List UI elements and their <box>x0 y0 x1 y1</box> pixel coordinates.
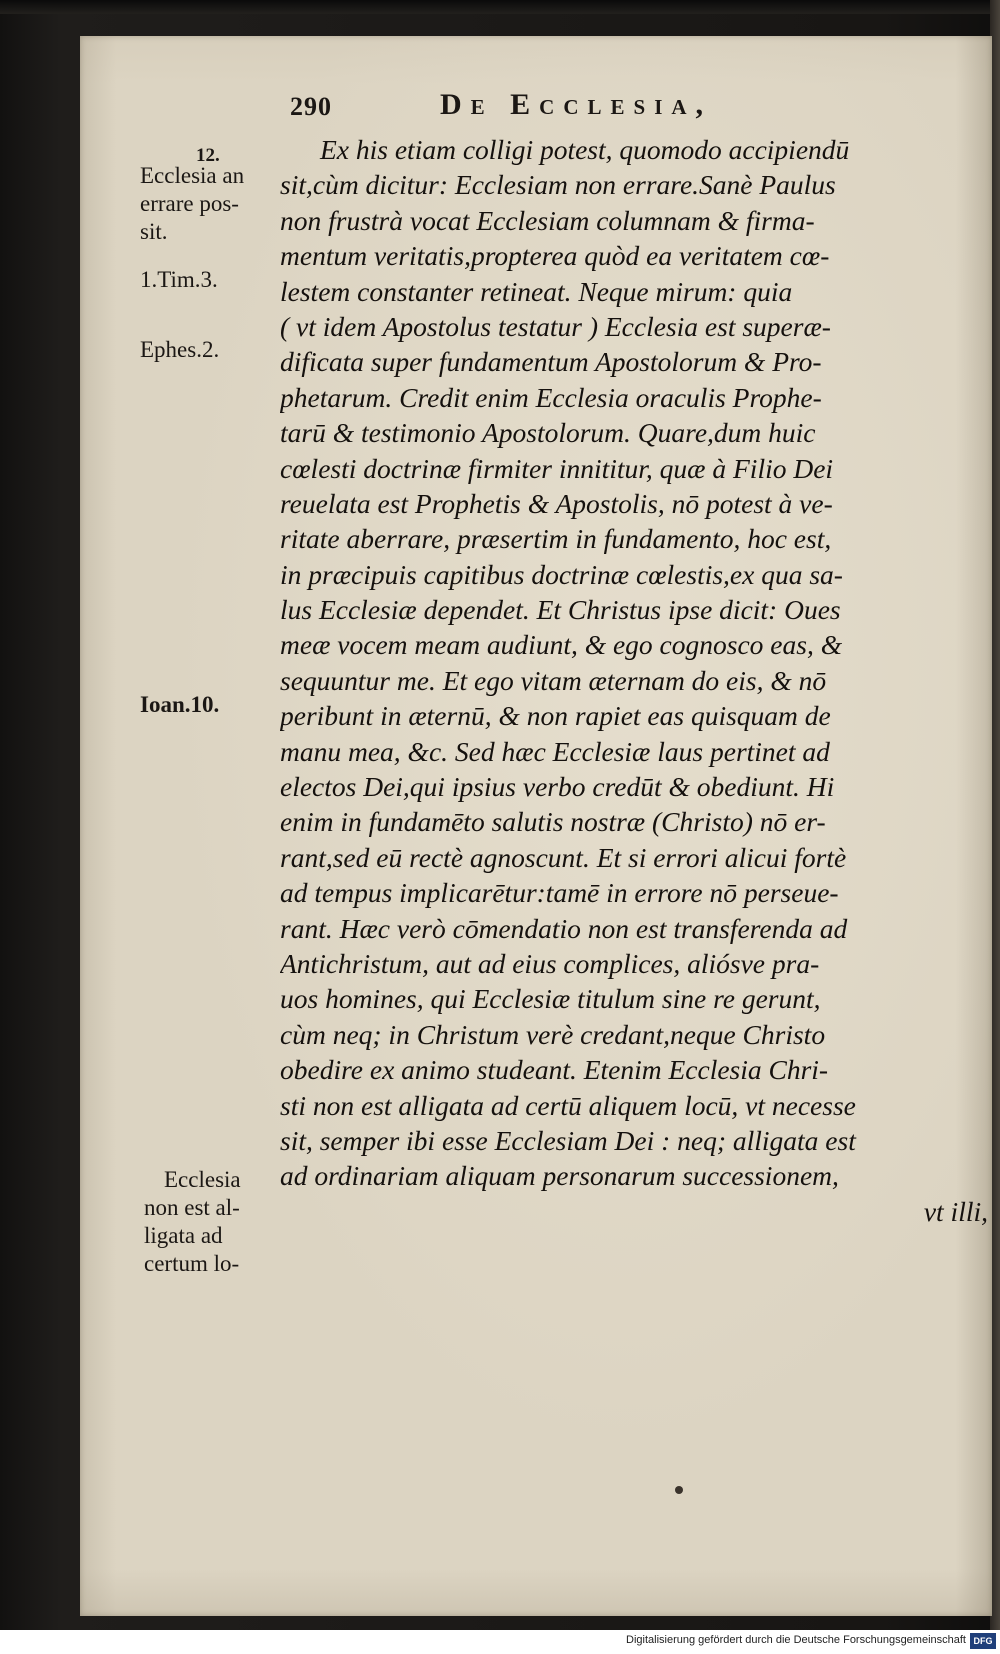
text-line: mentum veritatis,propterea quòd ea veritatem cœ- <box>280 240 830 272</box>
page-number: 290 <box>290 92 332 121</box>
margin-note-ecclesia-non-alligata <box>144 1166 241 1278</box>
text-line: reuelata est Prophetis & Apostolis, nō potest à ve- <box>280 487 833 519</box>
margin-note-line: errare pos- <box>140 191 239 216</box>
margin-note-line: Ecclesia an <box>140 163 245 188</box>
text-line: enim in fundamēto salutis nostræ (Christo) nō er- <box>280 806 826 838</box>
text-line: ( vt idem Apostolus testatur ) Ecclesia est superæ- <box>280 310 831 342</box>
text-line: non frustrà vocat Ecclesiam columnam & firma- <box>280 204 815 236</box>
text-line: phetarum. Credit enim Ecclesia oraculis Prophe- <box>280 381 822 413</box>
book-page <box>80 36 992 1616</box>
text-line: in præcipuis capitibus doctrinæ cœlestis,ex qua sa- <box>280 558 843 590</box>
text-line: sit,cùm dicitur: Ecclesiam non errare.Sanè Paulus <box>280 169 836 201</box>
margin-note-number: 12. <box>196 145 220 166</box>
text-line: dificata super fundamentum Apostolorum & Pro- <box>280 346 822 378</box>
text-line: cùm neq; in Christum verè credant,neque Christo <box>280 1018 826 1050</box>
binding-top-edge <box>0 0 1000 14</box>
text-line: tarū & testimonio Apostolorum. Quare,dum huic <box>280 417 816 449</box>
text-line: sit, semper ibi esse Ecclesiam Dei : neq; alligata est <box>280 1124 856 1156</box>
main-text-block <box>280 132 988 1229</box>
margin-note-line: ligata ad <box>144 1223 223 1248</box>
text-line: sti non est alligata ad certū aliquem locū, vt necesse <box>280 1089 856 1121</box>
text-line: Ex his etiam colligi potest, quomodo accipiendū <box>320 134 850 165</box>
text-line: cœlesti doctrinæ firmiter innititur, quæ à Filio Dei <box>280 452 834 484</box>
running-head <box>290 88 850 132</box>
margin-note-ecclesia-an-errare <box>140 162 244 246</box>
text-line: ad tempus implicarētur:tamē in errore nō perseue- <box>280 877 839 909</box>
text-line: rant,sed eū rectè agnoscunt. Et si errori alicui fortè <box>280 841 847 873</box>
margin-ref-ioannes: Ioan.10. <box>140 692 220 717</box>
text-line: lus Ecclesiæ dependet. Et Christus ipse dicit: Oues <box>280 594 841 626</box>
text-line: obedire ex animo studeant. Etenim Ecclesia Chri- <box>280 1054 829 1086</box>
catchword: vt illi, <box>923 1195 988 1227</box>
text-line: manu mea, &c. Sed hæc Ecclesiæ laus pertinet ad <box>280 735 830 767</box>
margin-note-line: sit. <box>140 219 168 244</box>
text-line: Antichristum, aut ad eius complices, aliósve pra- <box>280 947 820 979</box>
margin-note-line: non est al- <box>144 1195 240 1220</box>
text-line: meæ vocem meam audiunt, & ego cognosco eas, & <box>280 629 843 661</box>
footer-credit-text: Digitalisierung gefördert durch die Deutsche Forschungsgemeinschaft <box>626 1634 966 1646</box>
margin-note-line: Ecclesia <box>164 1167 241 1192</box>
text-line: rant. Hæc verò cōmendatio non est transferenda ad <box>280 912 848 944</box>
text-line: peribunt in æternū, & non rapiet eas quisquam de <box>280 700 831 732</box>
text-line: ad ordinariam aliquam personarum successionem, <box>280 1160 839 1192</box>
text-line: ritate aberrare, præsertim in fundamento, hoc est, <box>280 523 832 555</box>
text-line: lestem constanter retineat. Neque mirum: quia <box>280 275 793 307</box>
dfg-logo: DFG <box>970 1633 996 1649</box>
text-line: sequuntur me. Et ego vitam æternam do eis, & nō <box>280 664 827 696</box>
running-head-title: De Ecclesia, <box>440 88 713 121</box>
ink-dot-mark <box>675 1486 683 1494</box>
text-line: uos homines, qui Ecclesiæ titulum sine re gerunt, <box>280 983 821 1015</box>
footer-strip <box>0 1630 1000 1654</box>
margin-ref-ephesians: Ephes.2. <box>140 337 220 362</box>
margin-note-line: certum lo- <box>144 1251 240 1276</box>
text-line: electos Dei,qui ipsius verbo credūt & obediunt. Hi <box>280 771 835 803</box>
margin-ref-timothy: 1.Tim.3. <box>140 267 218 292</box>
